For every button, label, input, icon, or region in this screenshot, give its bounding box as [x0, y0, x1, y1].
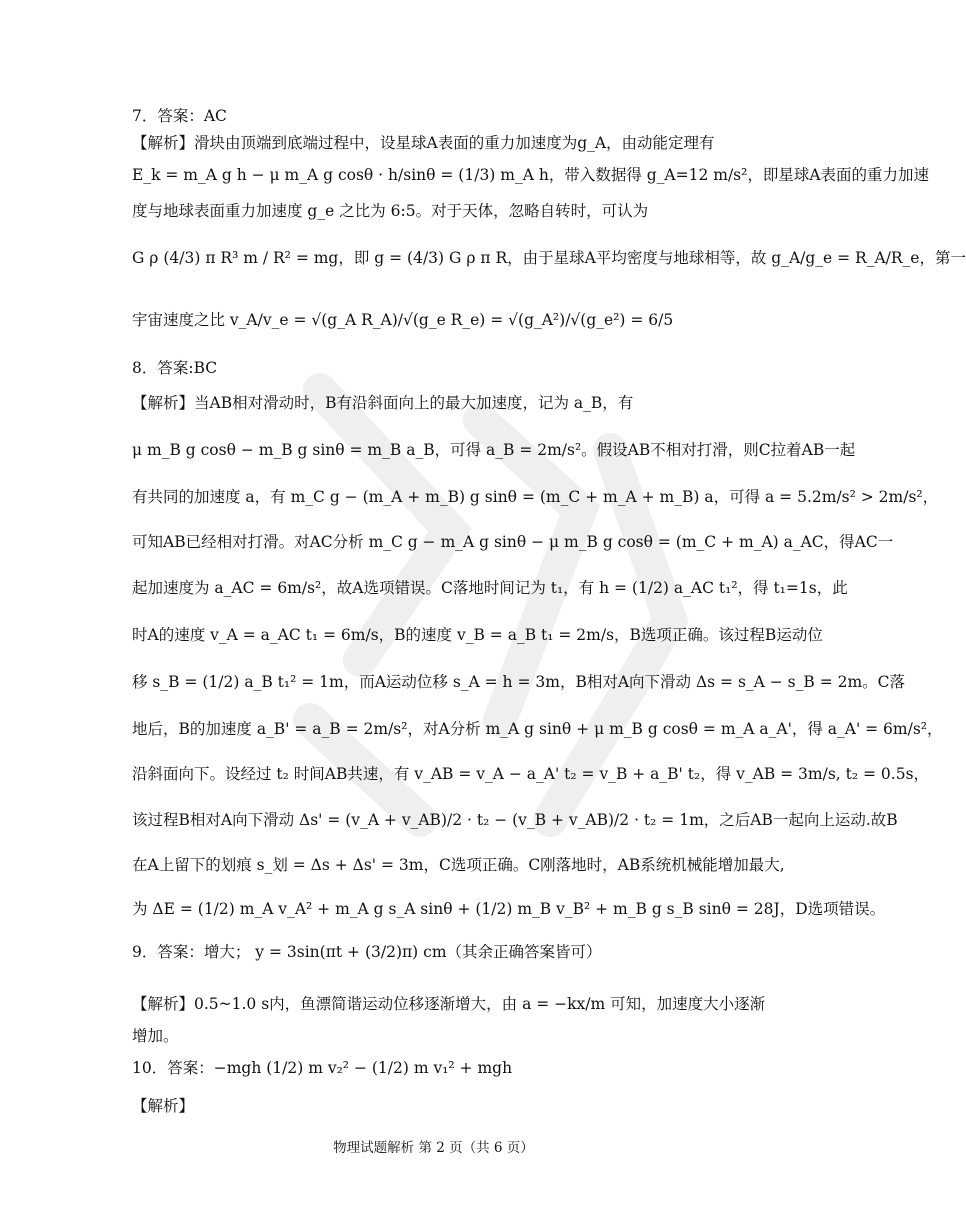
line-6: 宇宙速度之比 v_A/v_e = √(g_A R_A)/√(g_e R_e) = √(g_A²)/√(g_e²) = 6/5: [132, 311, 674, 329]
line-17: 该过程B相对A向下滑动 Δs' = (v_A + v_AB)/2 · t₂ − (v_B + v_AB)/2 · t₂ = 1m，之后AB一起向上运动.故B: [132, 811, 898, 829]
line-12: 起加速度为 a_AC = 6m/s²，故A选项错误。C落地时间记为 t₁，有 h = (1/2) a_AC t₁²，得 t₁=1s，此: [132, 579, 848, 597]
line-4: 度与地球表面重力加速度 g_e 之比为 6:5。对于天体，忽略自转时，可认为: [132, 202, 649, 220]
line-10: 有共同的加速度 a，有 m_C g − (m_A + m_B) g sinθ = (m_C + m_A + m_B) a，可得 a = 5.2m/s² > 2m/s²，: [132, 488, 939, 506]
line-23: 10．答案：−mgh (1/2) m v₂² − (1/2) m v₁² + mgh: [132, 1059, 513, 1077]
line-8: 【解析】当AB相对滑动时，B有沿斜面向上的最大加速度，记为 a_B，有: [132, 394, 634, 412]
line-24: 【解析】: [132, 1097, 195, 1115]
line-13: 时A的速度 v_A = a_AC t₁ = 6m/s，B的速度 v_B = a_B t₁ = 2m/s，B选项正确。该过程B运动位: [132, 626, 823, 644]
line-11: 可知AB已经相对打滑。对AC分析 m_C g − m_A g sinθ − μ m_B g cosθ = (m_C + m_A) a_AC，得AC一: [132, 533, 894, 551]
line-1: 7．答案：AC: [132, 107, 227, 125]
line-15: 地后，B的加速度 a_B' = a_B = 2m/s²，对A分析 m_A g sinθ + μ m_B g cosθ = m_A a_A'，得 a_A' = 6m/s²，: [132, 720, 943, 738]
line-21: 【解析】0.5~1.0 s内，鱼漂简谐运动位移逐渐增大，由 a = −kx/m 可知，加速度大小逐渐: [132, 995, 766, 1013]
line-5: G ρ (4/3) π R³ m / R² = mg，即 g = (4/3) G ρ π R，由于星球A平均密度与地球相等，故 g_A/g_e = R_A/R_e，第一: [132, 249, 966, 267]
line-22: 增加。: [132, 1027, 179, 1045]
line-14: 移 s_B = (1/2) a_B t₁² = 1m，而A运动位移 s_A = h = 3m，B相对A向下滑动 Δs = s_A − s_B = 2m。C落: [132, 673, 906, 691]
line-18: 在A上留下的划痕 s_划 = Δs + Δs' = 3m，C选项正确。C刚落地时，AB系统机械能增加最大,: [132, 856, 785, 874]
line-16: 沿斜面向下。设经过 t₂ 时间AB共速，有 v_AB = v_A − a_A' t₂ = v_B + a_B' t₂，得 v_AB = 3m/s, t₂ = 0.5s，: [132, 765, 930, 783]
line-19: 为 ΔE = (1/2) m_A v_A² + m_A g s_A sinθ + (1/2) m_B v_B² + m_B g s_B sinθ = 28J，D选项错误。: [132, 900, 886, 918]
line-9: μ m_B g cosθ − m_B g sinθ = m_B a_B，可得 a_B = 2m/s²。假设AB不相对打滑，则C拉着AB一起: [132, 441, 856, 459]
line-3: E_k = m_A g h − μ m_A g cosθ · h/sinθ = (1/3) m_A h，带入数据得 g_A=12 m/s²，即星球A表面的重力加速: [132, 166, 930, 184]
line-7: 8．答案:BC: [132, 359, 218, 377]
line-2: 【解析】滑块由顶端到底端过程中，设星球A表面的重力加速度为g_A，由动能定理有: [132, 134, 715, 152]
page-footer: 物理试题解析 第 2 页（共 6 页）: [333, 1140, 534, 1156]
line-20: 9．答案：增大； y = 3sin(πt + (3/2)π) cm（其余正确答案皆可）: [132, 943, 602, 961]
